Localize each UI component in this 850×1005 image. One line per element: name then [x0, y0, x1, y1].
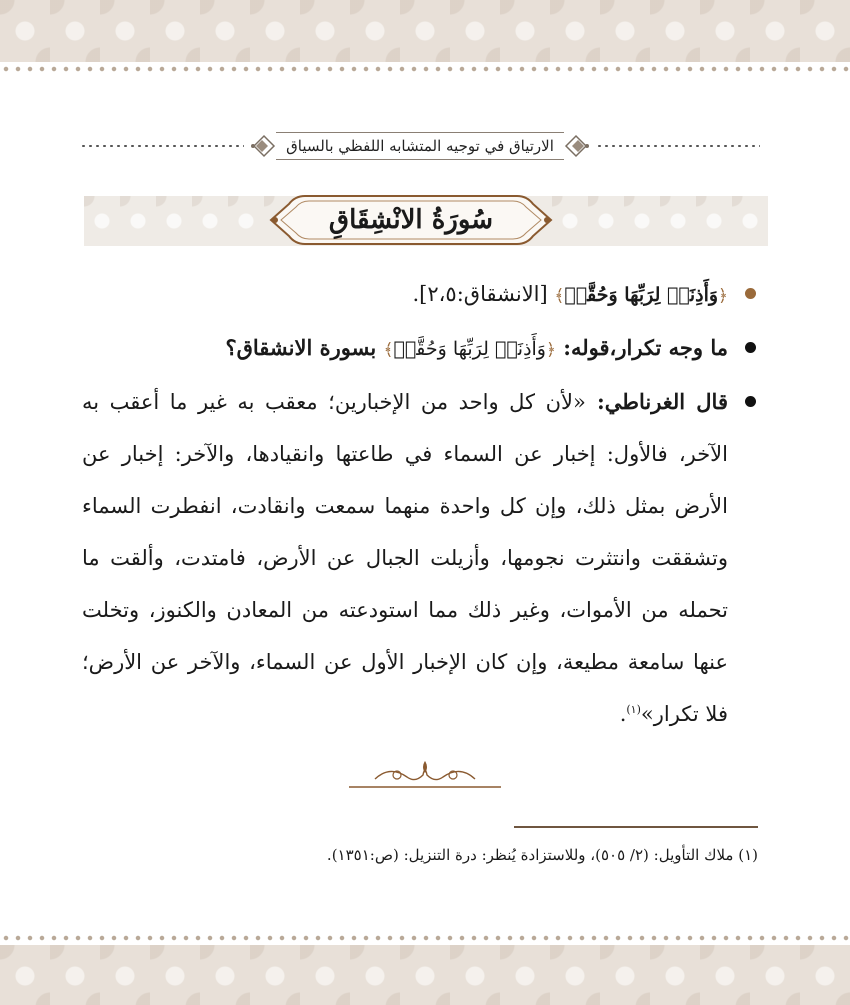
ornamental-divider-icon — [345, 755, 505, 795]
footnote-separator — [514, 826, 758, 828]
top-dot-row — [0, 62, 850, 76]
running-header — [80, 126, 760, 166]
verse-text: وَأَذِنَتۡ لِرَبِّهَا وَحُقَّتۡ — [393, 338, 546, 360]
bottom-decorative-border — [0, 945, 850, 1005]
list-item — [82, 322, 758, 376]
header-dots-left — [80, 145, 244, 147]
running-title: الارتياق في توجيه المتشابه اللفظي بالسياق — [276, 132, 564, 160]
footnote-marker[interactable]: (١) — [626, 703, 641, 716]
verse-reference: [الانشقاق:٢،٥]. — [412, 282, 555, 306]
list-item — [82, 268, 758, 322]
header-frame — [250, 131, 590, 161]
header-ornament-left-icon — [250, 131, 276, 161]
main-content — [82, 268, 758, 740]
surah-title-plate — [265, 190, 557, 250]
list-item — [82, 376, 758, 740]
bullet-icon — [745, 396, 756, 407]
footnote: (١) ملاك التأويل: (٢/ ٥٠٥)، وللاستزادة يُنظر: درة التنزيل: (ص:١٣٥١). — [326, 846, 758, 864]
top-decorative-border — [0, 0, 850, 62]
verse-open-bracket: ﴿ — [545, 340, 556, 360]
bullet-icon — [745, 288, 756, 299]
verse-close-bracket: ﴾ — [383, 340, 394, 360]
question-suffix: بسورة الانشقاق؟ — [225, 335, 384, 360]
bullet-icon — [745, 342, 756, 353]
header-ornament-right-icon — [564, 131, 590, 161]
quote-text: «لأن كل واحد من الإخبارين؛ معقب به غير ما أعقب به الآخر، فالأول: إخبار عن السماء في طاعتها وانقيادها، والآخر: إخبار عن الأرض بمثل ذلك، وإن كل واحدة منهما سمعت وانقادت، انفطرت السماء وتشققت وانتثرت نجومها، وأزيلت الجبال عن الأرض، فامتدت، وألقت ما تحمله من الأموات، وغير ذلك مما استودعته من المعادن والكنوز، وتخلت عنها سامعة مطيعة، وإن كان الإخبار الأول عن السماء، والآخر عن الأرض؛ فلا تكرار» — [82, 390, 728, 726]
speaker-label: قال الغرناطي: — [585, 389, 728, 414]
header-dots-right — [596, 145, 760, 147]
quote-end: . — [619, 702, 627, 726]
verse-open-bracket: ﴿ — [718, 286, 728, 306]
question-prefix: ما وجه تكرار،قوله: — [555, 335, 728, 360]
verse-text: وَأَذِنَتۡ لِرَبِّهَا وَحُقَّتۡ — [564, 284, 719, 306]
surah-title: سُورَةُ الانْشِقَاقِ — [328, 205, 494, 235]
verse-close-bracket: ﴾ — [554, 286, 565, 306]
bottom-dot-row — [0, 931, 850, 945]
